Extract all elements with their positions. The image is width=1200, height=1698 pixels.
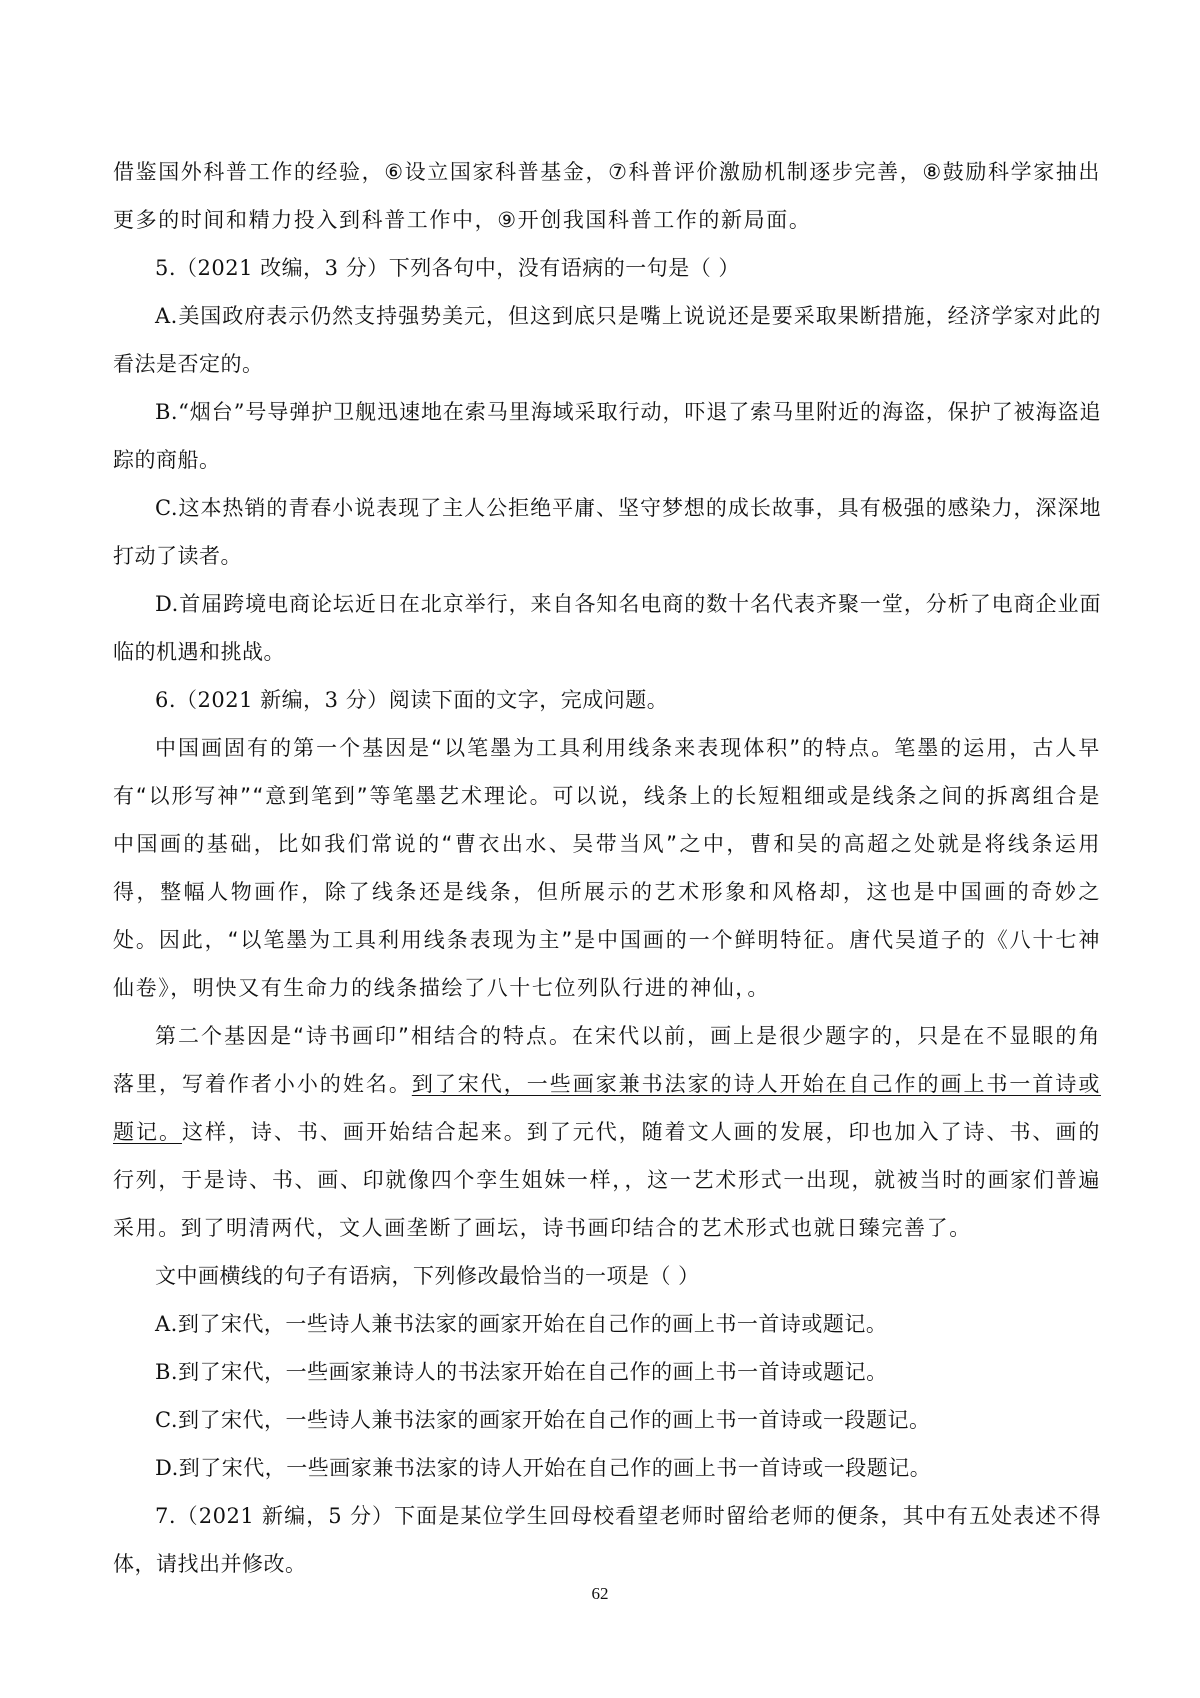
- passage-paragraph-2-start: 第二个基因是“诗书画印”相结合的特点。在宋代以前，画上是很少题字的，只是在不显眼的角落里，写着作者小小的姓名。: [113, 1024, 1101, 1096]
- question-6-option-a: A.到了宋代，一些诗人兼书法家的画家开始在自己作的画上书一首诗或题记。: [155, 1312, 888, 1336]
- question-6-stem: 6.（2021 新编，3 分）阅读下面的文字，完成问题。: [155, 688, 669, 712]
- question-5-stem: 5.（2021 改编，3 分）下列各句中，没有语病的一句是（ ）: [155, 256, 740, 280]
- question-6-option-c: C.到了宋代，一些诗人兼书法家的画家开始在自己作的画上书一首诗或一段题记。: [155, 1408, 931, 1432]
- question-6-option-b: B.到了宋代，一些画家兼诗人的书法家开始在自己作的画上书一首诗或题记。: [155, 1360, 888, 1384]
- page-content: [113, 148, 1101, 1588]
- underlined-sentence: 到了宋代，一些画家兼书法家的诗人开始在自己作的画上书一首诗或题记。: [113, 1072, 1101, 1144]
- question-5-option-a: A.美国政府表示仍然支持强势美元，但这到底只是嘴上说说还是要采取果断措施，经济学家对此的看法是否定的。: [113, 304, 1101, 376]
- passage-paragraph-2: [113, 1012, 1101, 1252]
- question-5-option-b: B.“烟台”号导弹护卫舰迅速地在索马里海域采取行动，吓退了索马里附近的海盗，保护了被海盗追踪的商船。: [113, 400, 1101, 472]
- intro-text: 借鉴国外科普工作的经验，⑥设立国家科普基金，⑦科普评价激励机制逐步完善，⑧鼓励科学家抽出更多的时间和精力投入到科普工作中，⑨开创我国科普工作的新局面。: [113, 160, 1101, 232]
- question-6-option-d: D.到了宋代，一些画家兼书法家的诗人开始在自己作的画上书一首诗或一段题记。: [155, 1456, 932, 1480]
- passage-paragraph-2-end: 这样，诗、书、画开始结合起来。到了元代，随着文人画的发展，印也加入了诗、书、画的行列，于是诗、书、画、印就像四个孪生姐妹一样，，这一艺术形式一出现，就被当时的画家们普遍采用。到了明清两代，文人画垄断了画坛，诗书画印结合的艺术形式也就日臻完善了。: [113, 1120, 1101, 1240]
- question-5-option-c: C.这本热销的青春小说表现了主人公拒绝平庸、坚守梦想的成长故事，具有极强的感染力，深深地打动了读者。: [113, 496, 1101, 568]
- passage-paragraph-1: 中国画固有的第一个基因是“以笔墨为工具利用线条来表现体积”的特点。笔墨的运用，古人早有“以形写神”“意到笔到”等笔墨艺术理论。可以说，线条上的长短粗细或是线条之间的拆离组合是中国画的基础，比如我们常说的“曹衣出水、吴带当风”之中，曹和吴的高超之处就是将线条运用得，整幅人物画作，除了线条还是线条，但所展示的艺术形象和风格却，这也是中国画的奇妙之处。因此，“以笔墨为工具利用线条表现为主”是中国画的一个鲜明特征。唐代吴道子的《八十七神仙卷》，明快又有生命力的线条描绘了八十七位列队行进的神仙，。: [113, 736, 1101, 1000]
- question-7-stem: 7.（2021 新编，5 分）下面是某位学生回母校看望老师时留给老师的便条，其中有五处表述不得体，请找出并修改。: [113, 1504, 1101, 1576]
- page-number: 62: [591, 1584, 609, 1603]
- question-6-prompt: 文中画横线的句子有语病，下列修改最恰当的一项是（ ）: [155, 1264, 700, 1288]
- question-5-option-d: D.首届跨境电商论坛近日在北京举行，来自各知名电商的数十名代表齐聚一堂，分析了电商企业面临的机遇和挑战。: [113, 592, 1101, 664]
